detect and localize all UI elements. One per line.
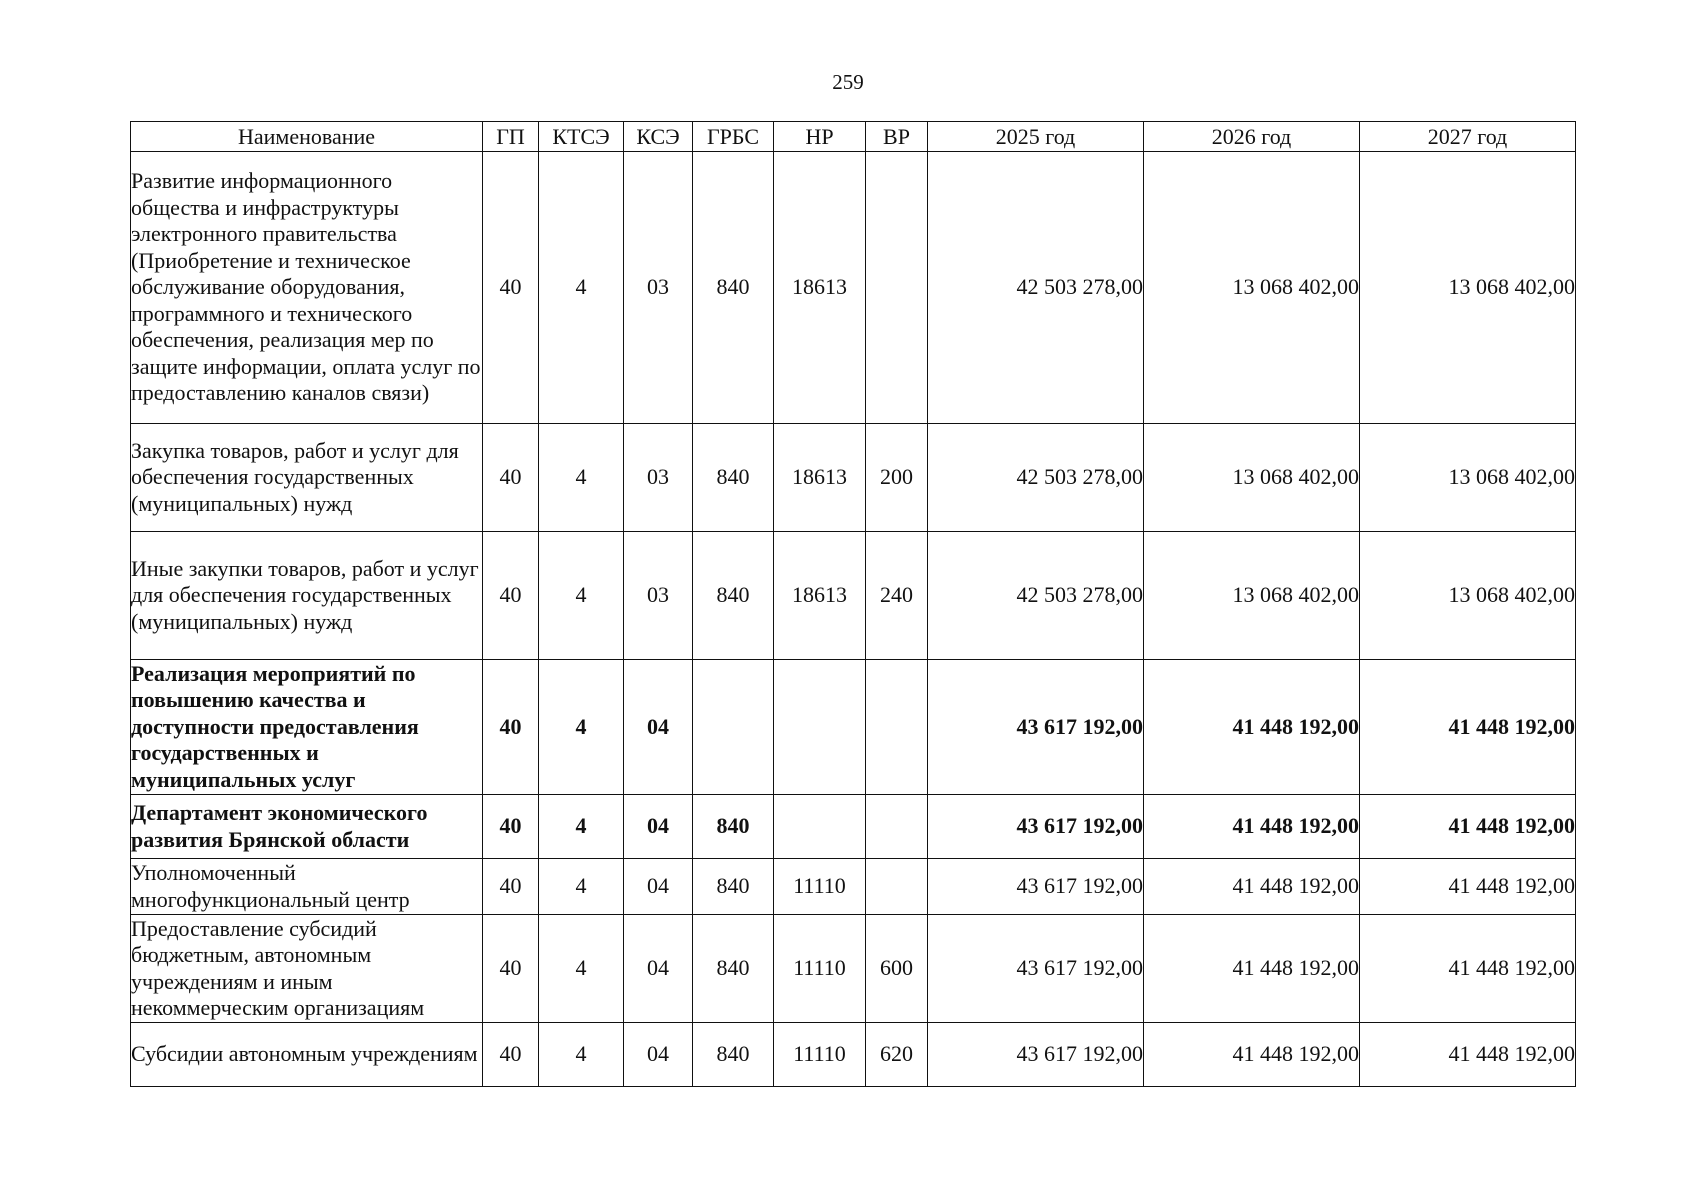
- table-row: [131, 859, 1576, 915]
- row-vr: 600: [866, 915, 928, 1023]
- row-amount-2026: 41 448 192,00: [1144, 795, 1360, 859]
- row-grbs: 840: [693, 795, 774, 859]
- row-name: Иные закупки товаров, работ и услуг для обеспечения государственных (муниципальных) нужд: [131, 532, 483, 660]
- row-grbs: 840: [693, 859, 774, 915]
- row-amount-2026: 41 448 192,00: [1144, 1023, 1360, 1087]
- row-kse: 03: [624, 532, 693, 660]
- row-amount-2025: 42 503 278,00: [928, 152, 1144, 424]
- header-gp: ГП: [483, 122, 539, 152]
- row-kse: 04: [624, 859, 693, 915]
- table-row: [131, 795, 1576, 859]
- table-row: [131, 660, 1576, 795]
- row-vr: 620: [866, 1023, 928, 1087]
- row-name: Реализация мероприятий по повышению качества и доступности предоставления государственных и муниципальных услуг: [131, 660, 483, 795]
- row-ktse: 4: [539, 424, 624, 532]
- row-ktse: 4: [539, 795, 624, 859]
- row-ktse: 4: [539, 1023, 624, 1087]
- row-vr: [866, 152, 928, 424]
- row-amount-2026: 13 068 402,00: [1144, 424, 1360, 532]
- row-gp: 40: [483, 859, 539, 915]
- row-amount-2026: 41 448 192,00: [1144, 915, 1360, 1023]
- row-amount-2026: 41 448 192,00: [1144, 859, 1360, 915]
- row-amount-2027: 41 448 192,00: [1360, 660, 1576, 795]
- row-kse: 03: [624, 424, 693, 532]
- row-grbs: [693, 660, 774, 795]
- header-2025: 2025 год: [928, 122, 1144, 152]
- row-amount-2027: 13 068 402,00: [1360, 532, 1576, 660]
- row-kse: 04: [624, 660, 693, 795]
- row-grbs: 840: [693, 532, 774, 660]
- row-nr: [774, 660, 866, 795]
- row-vr: [866, 660, 928, 795]
- row-grbs: 840: [693, 1023, 774, 1087]
- row-kse: 04: [624, 1023, 693, 1087]
- row-ktse: 4: [539, 152, 624, 424]
- row-nr: 11110: [774, 915, 866, 1023]
- row-amount-2027: 13 068 402,00: [1360, 152, 1576, 424]
- row-amount-2027: 41 448 192,00: [1360, 1023, 1576, 1087]
- row-gp: 40: [483, 795, 539, 859]
- row-gp: 40: [483, 1023, 539, 1087]
- row-amount-2025: 43 617 192,00: [928, 915, 1144, 1023]
- row-vr: 240: [866, 532, 928, 660]
- row-nr: 11110: [774, 859, 866, 915]
- table-row: [131, 1023, 1576, 1087]
- header-grbs: ГРБС: [693, 122, 774, 152]
- row-amount-2026: 13 068 402,00: [1144, 532, 1360, 660]
- row-name: Субсидии автономным учреждениям: [131, 1023, 483, 1087]
- row-nr: 18613: [774, 424, 866, 532]
- table-row: [131, 532, 1576, 660]
- row-name: Закупка товаров, работ и услуг для обеспечения государственных (муниципальных) нужд: [131, 424, 483, 532]
- header-nr: НР: [774, 122, 866, 152]
- row-amount-2025: 42 503 278,00: [928, 424, 1144, 532]
- header-kse: КСЭ: [624, 122, 693, 152]
- page-number: 259: [832, 70, 864, 94]
- budget-table: [130, 121, 1576, 1087]
- row-ktse: 4: [539, 915, 624, 1023]
- row-gp: 40: [483, 424, 539, 532]
- row-name: Департамент экономического развития Брянской области: [131, 795, 483, 859]
- row-amount-2025: 43 617 192,00: [928, 1023, 1144, 1087]
- row-amount-2027: 13 068 402,00: [1360, 424, 1576, 532]
- header-2027: 2027 год: [1360, 122, 1576, 152]
- row-grbs: 840: [693, 424, 774, 532]
- row-ktse: 4: [539, 532, 624, 660]
- row-nr: 18613: [774, 532, 866, 660]
- row-nr: 11110: [774, 1023, 866, 1087]
- row-kse: 03: [624, 152, 693, 424]
- table-row: [131, 915, 1576, 1023]
- row-amount-2025: 42 503 278,00: [928, 532, 1144, 660]
- row-amount-2025: 43 617 192,00: [928, 859, 1144, 915]
- row-amount-2026: 13 068 402,00: [1144, 152, 1360, 424]
- row-nr: [774, 795, 866, 859]
- row-grbs: 840: [693, 915, 774, 1023]
- row-nr: 18613: [774, 152, 866, 424]
- row-gp: 40: [483, 915, 539, 1023]
- row-amount-2025: 43 617 192,00: [928, 795, 1144, 859]
- header-row: [131, 122, 1576, 152]
- table-row: [131, 152, 1576, 424]
- row-vr: [866, 859, 928, 915]
- header-vr: ВР: [866, 122, 928, 152]
- row-amount-2027: 41 448 192,00: [1360, 795, 1576, 859]
- row-vr: 200: [866, 424, 928, 532]
- table-row: [131, 424, 1576, 532]
- row-grbs: 840: [693, 152, 774, 424]
- row-gp: 40: [483, 660, 539, 795]
- row-amount-2027: 41 448 192,00: [1360, 915, 1576, 1023]
- row-name: Уполномоченный многофункциональный центр: [131, 859, 483, 915]
- row-amount-2027: 41 448 192,00: [1360, 859, 1576, 915]
- row-amount-2026: 41 448 192,00: [1144, 660, 1360, 795]
- row-gp: 40: [483, 152, 539, 424]
- row-name: Развитие информационного общества и инфраструктуры электронного правительства (Приобретение и техническое обслуживание оборудования, программного и технического обеспечения, реализация мер по защите информации, оплата услуг по предоставлению каналов связи): [131, 152, 483, 424]
- header-ktse: КТСЭ: [539, 122, 624, 152]
- row-name: Предоставление субсидий бюджетным, автономным учреждениям и иным некоммерческим организациям: [131, 915, 483, 1023]
- row-vr: [866, 795, 928, 859]
- row-gp: 40: [483, 532, 539, 660]
- header-2026: 2026 год: [1144, 122, 1360, 152]
- row-ktse: 4: [539, 660, 624, 795]
- row-amount-2025: 43 617 192,00: [928, 660, 1144, 795]
- row-kse: 04: [624, 795, 693, 859]
- row-ktse: 4: [539, 859, 624, 915]
- header-name: Наименование: [131, 122, 483, 152]
- row-kse: 04: [624, 915, 693, 1023]
